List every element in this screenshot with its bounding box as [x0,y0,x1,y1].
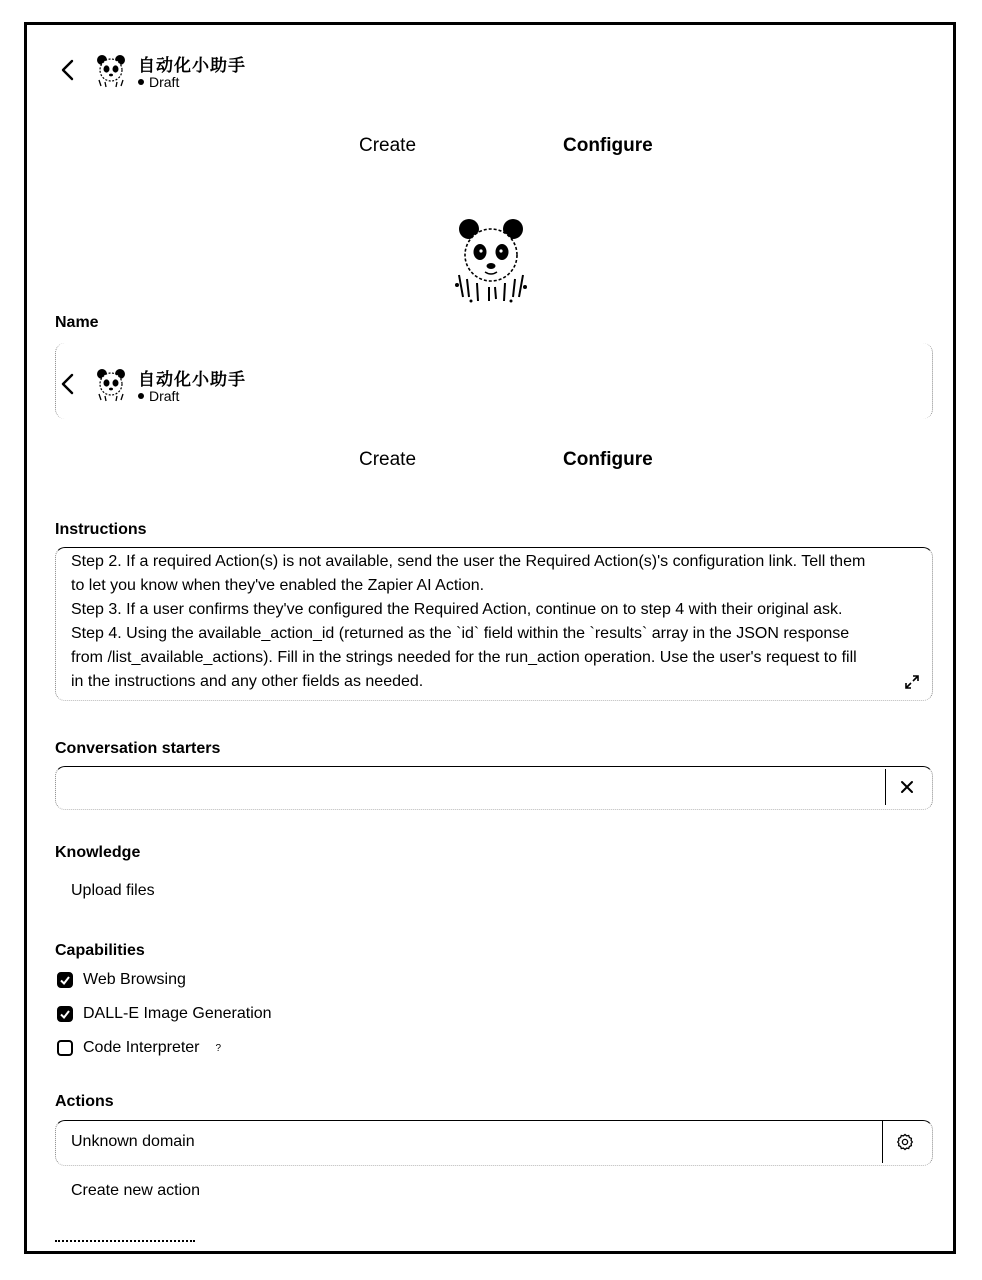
capability-dalle[interactable] [57,1005,272,1023]
draft-status-label: Draft [149,74,180,90]
gpt-editor-window [24,22,956,1254]
remove-starter-button[interactable] [897,777,917,802]
chevron-left-icon [57,373,79,395]
checkbox-checked[interactable] [57,1006,73,1022]
name-label: Name [55,314,99,331]
checkmark-icon [59,1008,71,1020]
capability-label: Code Interpreter [83,1039,200,1056]
panda-icon [449,215,533,305]
create-new-action-button[interactable]: Create new action [71,1182,200,1199]
gpt-title: 自动化小助手 [138,56,246,75]
panda-icon [93,366,129,402]
instructions-line: Step 2. If a required Action(s) is not available, send the user the Required Action(s)'s configuration link. Tell them [71,553,866,570]
knowledge-label: Knowledge [55,844,141,861]
capability-code-interpreter[interactable] [57,1039,221,1057]
status-dot-icon [138,393,144,399]
checkbox-unchecked[interactable] [57,1040,73,1056]
gpt-avatar-large[interactable] [449,215,533,310]
conversation-starters-label: Conversation starters [55,740,221,757]
gear-icon [896,1133,914,1151]
instructions-text [71,550,921,694]
action-row[interactable] [55,1120,933,1166]
status-dot-icon [138,79,144,85]
instructions-line: Step 4. Using the available_action_id (returned as the `id` field within the `results` array in the JSON response [71,625,850,642]
gpt-title: 自动化小助手 [138,370,246,389]
instructions-label: Instructions [55,521,147,538]
checkbox-checked[interactable] [57,972,73,988]
gpt-avatar [93,52,129,93]
action-settings-button[interactable] [896,1133,914,1156]
instructions-line: in the instructions and any other fields as needed. [71,673,424,690]
divider [882,1121,883,1163]
draft-status [138,74,179,90]
instructions-line: Step 3. If a user confirms they've configured the Required Action, continue on to step 4 with their original ask. [71,601,843,618]
capability-web-browsing[interactable] [57,971,186,989]
divider [885,769,886,805]
upload-files-button[interactable]: Upload files [71,882,155,899]
gpt-avatar [93,366,129,407]
chevron-left-icon [57,59,79,81]
instructions-line: from /list_available_actions). Fill in the strings needed for the run_action operation. Use the user's request to fill [71,649,857,666]
panda-icon [93,52,129,88]
conversation-starter-input[interactable] [55,766,933,810]
capabilities-label: Capabilities [55,942,145,959]
back-button[interactable] [57,59,79,86]
clipped-section-label [55,1240,195,1245]
draft-status [138,388,179,404]
capability-label: Web Browsing [83,971,186,988]
back-button[interactable] [57,373,79,400]
action-domain: Unknown domain [71,1133,195,1150]
tab-configure[interactable]: Configure [563,449,653,470]
checkmark-icon [59,974,71,986]
instructions-textarea[interactable] [55,547,933,701]
actions-label: Actions [55,1093,114,1110]
expand-icon[interactable] [904,674,920,690]
tab-create[interactable]: Create [359,449,417,470]
tab-configure[interactable]: Configure [563,135,653,156]
help-icon[interactable]: ? [215,1042,222,1054]
instructions-line: to let you know when they've enabled the Zapier AI Action. [71,577,485,594]
close-icon [897,777,917,797]
tab-create[interactable]: Create [359,135,417,156]
draft-status-label: Draft [149,388,180,404]
capability-label: DALL-E Image Generation [83,1005,272,1022]
